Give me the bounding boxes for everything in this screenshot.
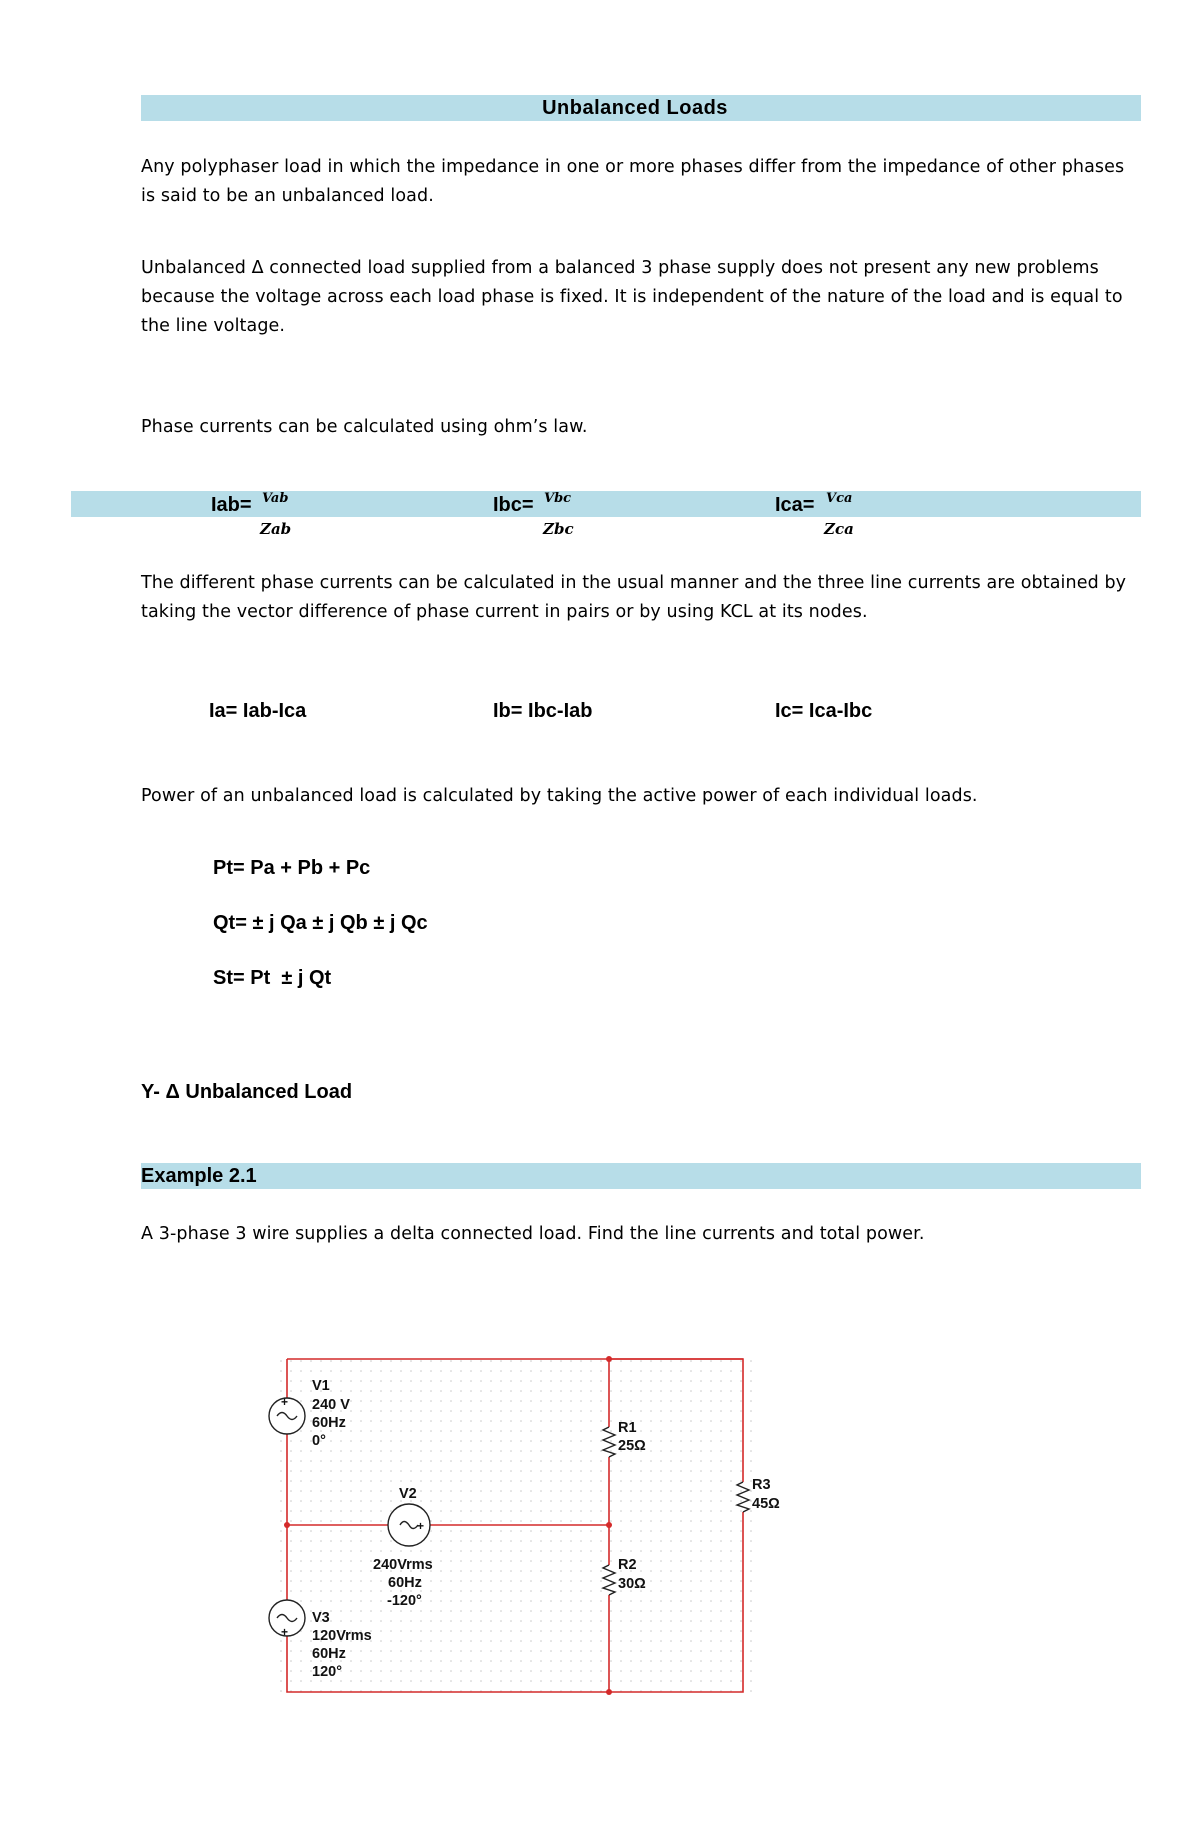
paragraph-delta-load: Unbalanced Δ connected load supplied from a balanced 3 phase supply does not present any new problems because the voltage across each load phase is fixed. It is independent of the nature of the load and is equal to the line voltage.	[141, 258, 1123, 336]
formula-ibc-numerator: Vbc	[544, 491, 572, 506]
formula-ica-lhs: Ica=	[775, 494, 815, 516]
formula-ia: Ia= Iab-Ica	[209, 700, 307, 722]
r2-name: R2	[618, 1557, 637, 1573]
r3-value: 45Ω	[752, 1496, 780, 1512]
v1-phase: 0°	[312, 1433, 326, 1449]
formula-iab-numerator: Vab	[262, 491, 289, 506]
junction-right	[606, 1522, 612, 1528]
example-band	[141, 1163, 1141, 1189]
formula-ibc-lhs: Ibc=	[493, 494, 534, 516]
formula-iab-lhs: Iab=	[211, 494, 252, 516]
paragraph-power: Power of an unbalanced load is calculated by taking the active power of each individual loads.	[141, 786, 978, 806]
r2-value: 30Ω	[618, 1576, 646, 1592]
paragraph-ohms-law: Phase currents can be calculated using ohm’s law.	[141, 417, 588, 437]
v2-frequency: 60Hz	[388, 1575, 422, 1591]
junction-bottom	[606, 1689, 612, 1695]
formula-iab-denominator: Zab	[260, 520, 292, 538]
v1-voltage: 240 V	[312, 1397, 350, 1413]
r1-value: 25Ω	[618, 1438, 646, 1454]
formula-qt: Qt= ± j Qa ± j Qb ± j Qc	[213, 912, 428, 934]
svg-text:+: +	[281, 1395, 289, 1409]
junction-top	[606, 1356, 612, 1362]
formula-ibc-denominator: Zbc	[543, 520, 574, 538]
svg-text:+: +	[281, 1625, 289, 1639]
formula-pt: Pt= Pa + Pb + Pc	[213, 857, 371, 879]
section-heading: Y- Δ Unbalanced Load	[141, 1081, 353, 1103]
paragraph-line-currents: The different phase currents can be calculated in the usual manner and the three line currents are obtained by taking the vector difference of phase current in pairs or by using KCL at its nodes.	[141, 573, 1127, 622]
v2-source-icon	[388, 1504, 430, 1546]
v2-voltage: 240Vrms	[373, 1557, 433, 1573]
paragraph-definition: Any polyphaser load in which the impedance in one or more phases differ from the impedance of other phases is said to be an unbalanced load.	[141, 157, 1125, 206]
example-heading: Example 2.1	[141, 1165, 257, 1187]
paragraph-example: A 3-phase 3 wire supplies a delta connected load. Find the line currents and total power.	[141, 1224, 925, 1244]
svg-text:+: +	[417, 1519, 425, 1533]
v3-phase: 120°	[312, 1664, 342, 1680]
circuit-schematic	[240, 1340, 840, 1700]
formula-ica-numerator: Vca	[826, 491, 853, 506]
v2-name: V2	[399, 1486, 417, 1502]
formula-ib: Ib= Ibc-Iab	[493, 700, 593, 722]
r3-name: R3	[752, 1477, 771, 1493]
v1-frequency: 60Hz	[312, 1415, 346, 1431]
page-title: Unbalanced Loads	[542, 97, 728, 119]
junction-left	[284, 1522, 290, 1528]
v1-name: V1	[312, 1378, 330, 1394]
formula-st: St= Pt ± j Qt	[213, 967, 332, 989]
formula-ic: Ic= Ica-Ibc	[775, 700, 873, 722]
r1-name: R1	[618, 1420, 637, 1436]
v3-name: V3	[312, 1610, 330, 1626]
v2-phase: -120°	[387, 1593, 422, 1609]
v3-frequency: 60Hz	[312, 1646, 346, 1662]
formula-ica-denominator: Zca	[824, 520, 854, 538]
v3-voltage: 120Vrms	[312, 1628, 372, 1644]
